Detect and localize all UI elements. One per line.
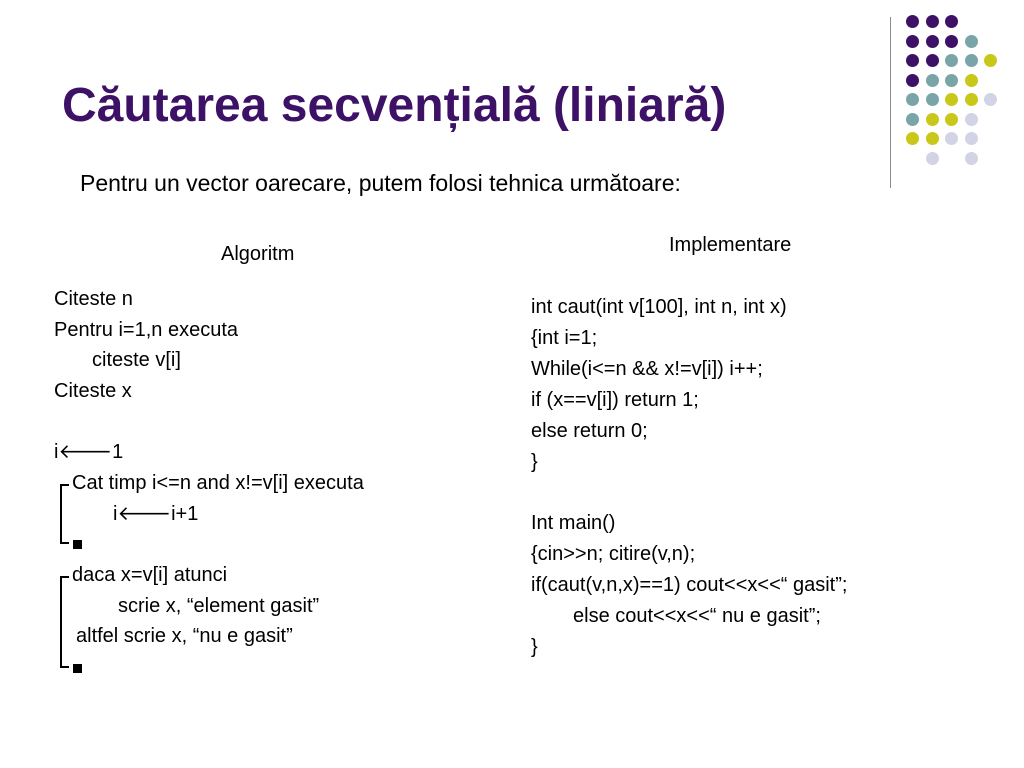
algorithm-line: Cat timp i<=n and x!=v[i] executa bbox=[72, 472, 364, 494]
decorative-dot bbox=[945, 15, 958, 28]
decorative-dot bbox=[926, 113, 939, 126]
algorithm-line: altfel scrie x, “nu e gasit” bbox=[76, 625, 293, 647]
implementation-heading: Implementare bbox=[669, 234, 792, 256]
decorative-dot bbox=[965, 93, 978, 106]
decorative-dot bbox=[926, 93, 939, 106]
implementation-line: {cin>>n; citire(v,n); bbox=[531, 543, 696, 565]
algorithm-line: citeste v[i] bbox=[92, 349, 181, 371]
implementation-line: } bbox=[531, 451, 538, 473]
decorative-dot bbox=[926, 54, 939, 67]
implementation-line: {int i=1; bbox=[531, 327, 598, 349]
decorative-dot bbox=[965, 152, 978, 165]
decorative-dot bbox=[945, 74, 958, 87]
implementation-line: if(caut(v,n,x)==1) cout<<x<<“ gasit”; bbox=[531, 574, 848, 596]
algorithm-line: daca x=v[i] atunci bbox=[72, 564, 228, 586]
decorative-dot bbox=[926, 152, 939, 165]
algorithm-line: i🡐i+1 bbox=[113, 503, 199, 525]
implementation-line: Int main() bbox=[531, 512, 616, 534]
decorative-dot bbox=[965, 113, 978, 126]
decorative-dot bbox=[965, 132, 978, 145]
decorative-dot bbox=[965, 35, 978, 48]
decorative-dot bbox=[945, 93, 958, 106]
decorative-dot bbox=[926, 74, 939, 87]
implementation-line: } bbox=[531, 636, 538, 658]
algorithm-line: i🡐1 bbox=[54, 441, 124, 463]
algorithm-line: Pentru i=1,n executa bbox=[54, 319, 239, 341]
if-bracket bbox=[60, 576, 69, 668]
decorative-dot bbox=[906, 93, 919, 106]
slide-title: Căutarea secvențială (liniară) bbox=[62, 79, 727, 132]
decorative-dot bbox=[965, 54, 978, 67]
algorithm-line: Citeste n bbox=[54, 288, 133, 310]
decorative-dot bbox=[945, 54, 958, 67]
decorative-divider bbox=[890, 17, 891, 188]
decorative-dot bbox=[906, 113, 919, 126]
decorative-dot bbox=[906, 54, 919, 67]
decorative-dot bbox=[906, 15, 919, 28]
algorithm-line: scrie x, “element gasit” bbox=[118, 595, 320, 617]
implementation-line: else cout<<x<<“ nu e gasit”; bbox=[573, 605, 821, 627]
decorative-dot bbox=[906, 132, 919, 145]
implementation-line: int caut(int v[100], int n, int x) bbox=[531, 296, 787, 318]
if-end-marker bbox=[73, 664, 82, 673]
algorithm-line: Citeste x bbox=[54, 380, 132, 402]
decorative-dot bbox=[926, 15, 939, 28]
decorative-dot bbox=[945, 113, 958, 126]
decorative-dot bbox=[984, 93, 997, 106]
decorative-dot bbox=[906, 35, 919, 48]
decorative-dot bbox=[945, 35, 958, 48]
slide-subtitle: Pentru un vector oarecare, putem folosi tehnica următoare: bbox=[80, 170, 681, 196]
algorithm-heading: Algoritm bbox=[221, 243, 295, 265]
loop-bracket bbox=[60, 484, 69, 544]
decorative-dot bbox=[945, 132, 958, 145]
implementation-line: While(i<=n && x!=v[i]) i++; bbox=[531, 358, 763, 380]
decorative-dot bbox=[965, 74, 978, 87]
loop-end-marker bbox=[73, 540, 82, 549]
decorative-dot bbox=[906, 74, 919, 87]
decorative-dot bbox=[926, 132, 939, 145]
implementation-line: if (x==v[i]) return 1; bbox=[531, 389, 699, 411]
decorative-dot bbox=[984, 54, 997, 67]
implementation-line: else return 0; bbox=[531, 420, 648, 442]
decorative-dot bbox=[926, 35, 939, 48]
